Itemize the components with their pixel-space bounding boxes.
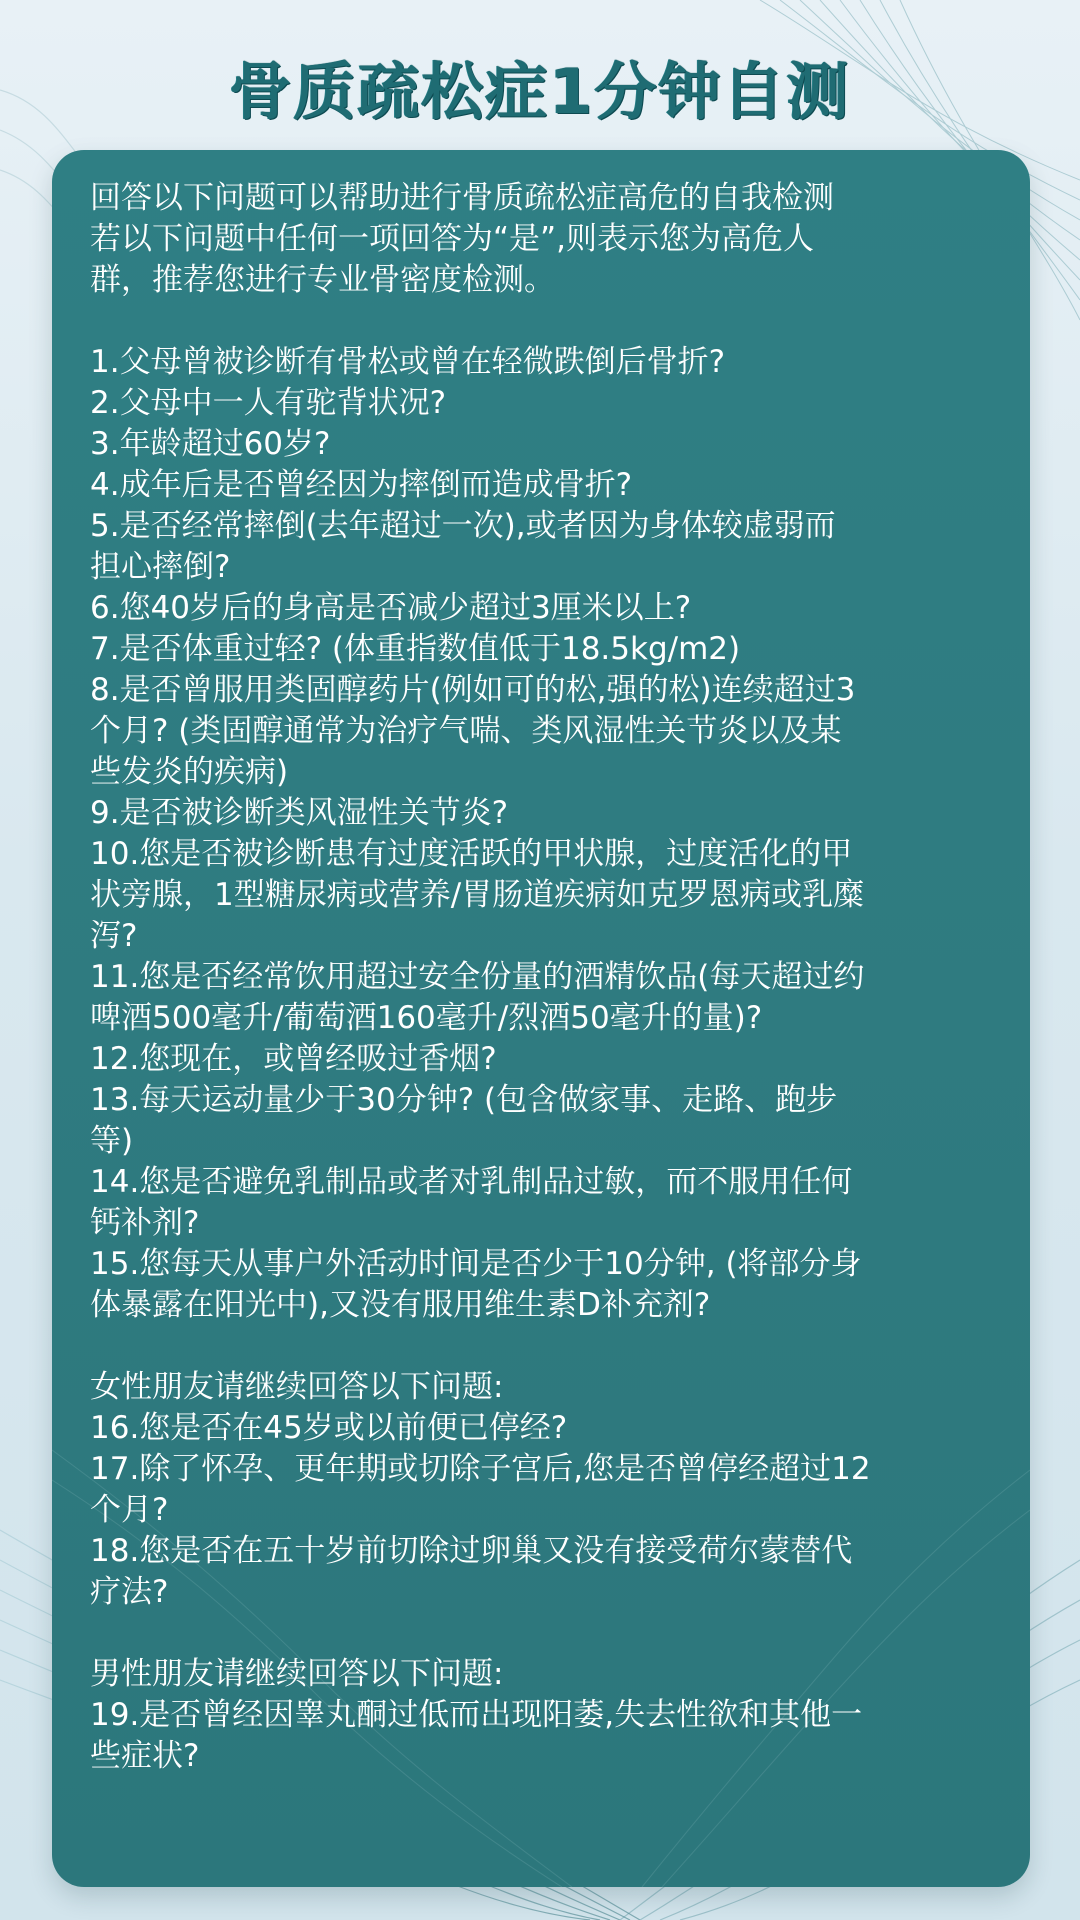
question-7: 7.是否体重过轻? (体重指数值低于18.5kg/m2) — [90, 631, 741, 667]
question-11-line-2: 啤酒500毫升/葡萄酒160毫升/烈酒50毫升的量)? — [90, 1000, 763, 1036]
question-15-line-2: 体暴露在阳光中),又没有服用维生素D补充剂? — [90, 1287, 711, 1323]
question-8-line-1: 8.是否曾服用类固醇药片(例如可的松,强的松)连续超过3 — [90, 672, 856, 708]
question-17-line-1: 17.除了怀孕、更年期或切除子宫后,您是否曾停经超过12 — [90, 1451, 871, 1487]
question-10-line-2: 状旁腺，1型糖尿病或营养/胃肠道疾病如克罗恩病或乳糜 — [90, 877, 865, 913]
question-4: 4.成年后是否曾经因为摔倒而造成骨折? — [90, 467, 633, 503]
question-2: 2.父母中一人有驼背状况? — [90, 385, 447, 421]
question-12: 12.您现在，或曾经吸过香烟? — [90, 1041, 497, 1077]
question-5-line-1: 5.是否经常摔倒(去年超过一次),或者因为身体较虚弱而 — [90, 508, 836, 544]
intro-line-3: 群，推荐您进行专业骨密度检测。 — [90, 262, 555, 298]
question-18-line-1: 18.您是否在五十岁前切除过卵巢又没有接受荷尔蒙替代 — [90, 1533, 853, 1569]
question-13-line-1: 13.每天运动量少于30分钟? (包含做家事、走路、跑步 — [90, 1082, 838, 1118]
question-14-line-1: 14.您是否避免乳制品或者对乳制品过敏，而不服用任何 — [90, 1164, 853, 1200]
question-16: 16.您是否在45岁或以前便已停经? — [90, 1410, 568, 1446]
question-6: 6.您40岁后的身高是否减少超过3厘米以上? — [90, 590, 692, 626]
question-8-line-2: 个月? (类固醇通常为治疗气喘、类风湿性关节炎以及某 — [90, 713, 842, 749]
question-3: 3.年龄超过60岁? — [90, 426, 331, 462]
spacer — [90, 1613, 1000, 1654]
male-section-header: 男性朋友请继续回答以下问题: — [90, 1656, 504, 1692]
question-14-line-2: 钙补剂? — [90, 1205, 200, 1241]
question-13-line-2: 等) — [90, 1123, 134, 1159]
intro-line-1: 回答以下问题可以帮助进行骨质疏松症高危的自我检测 — [90, 180, 834, 216]
spacer — [90, 301, 1000, 342]
question-17-line-2: 个月? — [90, 1492, 169, 1528]
quiz-content — [90, 178, 1000, 1777]
question-5-line-2: 担心摔倒? — [90, 549, 231, 585]
spacer — [90, 1326, 1000, 1367]
question-10-line-1: 10.您是否被诊断患有过度活跃的甲状腺，过度活化的甲 — [90, 836, 853, 872]
page-title: 骨质疏松症1分钟自测 — [229, 55, 851, 128]
question-19-line-1: 19.是否曾经因睾丸酮过低而出现阳萎,失去性欲和其他一 — [90, 1697, 863, 1733]
female-section-header: 女性朋友请继续回答以下问题: — [90, 1369, 504, 1405]
content-card — [52, 150, 1030, 1887]
question-1: 1.父母曾被诊断有骨松或曾在轻微跌倒后骨折? — [90, 344, 726, 380]
question-10-line-3: 泻? — [90, 918, 138, 954]
question-9: 9.是否被诊断类风湿性关节炎? — [90, 795, 509, 831]
question-15-line-1: 15.您每天从事户外活动时间是否少于10分钟, (将部分身 — [90, 1246, 862, 1282]
question-19-line-2: 些症状? — [90, 1738, 200, 1774]
intro-line-2: 若以下问题中任何一项回答为“是”,则表示您为高危人 — [90, 221, 814, 257]
question-18-line-2: 疗法? — [90, 1574, 169, 1610]
question-11-line-1: 11.您是否经常饮用超过安全份量的酒精饮品(每天超过约 — [90, 959, 865, 995]
question-8-line-3: 些发炎的疾病) — [90, 754, 289, 790]
